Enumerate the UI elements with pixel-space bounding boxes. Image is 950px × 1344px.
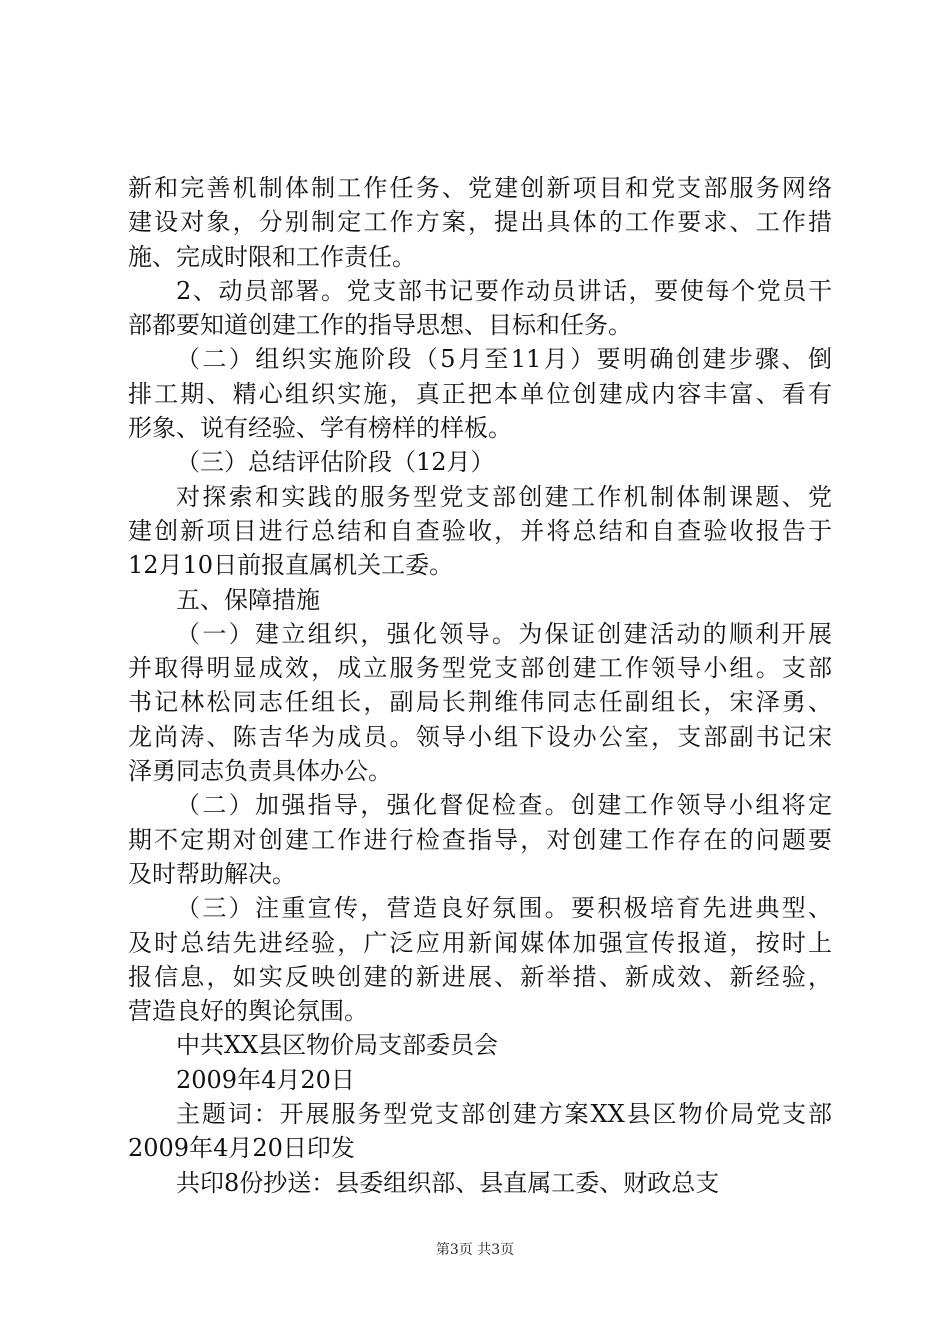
text-line: 书记林松同志任组长，副局长荆维伟同志任副组长，宋泽勇、 [128,688,832,717]
text-line: （二）组织实施阶段（5月至11月）要明确创建步骤、倒 [176,345,832,374]
text-line: 主题词：开展服务型党支部创建方案XX县区物价局党支部 [176,1100,832,1129]
text-line: 五、保障措施 [176,585,320,614]
text-line: 施、完成时限和工作责任。 [128,242,416,271]
page-footer: 第3页 共3页 [435,1242,515,1258]
text-line: （一）建立组织，强化领导。为保证创建活动的顺利开展 [176,619,832,648]
text-line: （三）注重宣传，营造良好氛围。要积极培育先进典型、 [176,894,832,923]
text-line: 新和完善机制体制工作任务、党建创新项目和党支部服务网络 [128,174,832,202]
document-body [128,171,832,1200]
text-line: 龙尚涛、陈吉华为成员。领导小组下设办公室，支部副书记宋 [128,722,832,751]
text-line: 排工期、精心组织实施，真正把本单位创建成内容丰富、看有 [128,379,832,408]
text-line: 及时帮助解决。 [128,859,296,888]
text-line: （三）总结评估阶段（12月） [176,448,495,477]
text-line: 共印8份抄送：县委组织部、县直属工委、财政总支 [176,1168,720,1197]
text-line: 2009年4月20日 [176,1065,355,1094]
text-line: 建设对象，分别制定工作方案，提出具体的工作要求、工作措 [128,208,832,237]
text-line: 2009年4月20日印发 [128,1134,355,1163]
text-line: 2、动员部署。党支部书记要作动员讲话，要使每个党员干 [176,276,832,305]
text-line: 建创新项目进行总结和自查验收，并将总结和自查验收报告于 [128,516,832,545]
text-line: 期不定期对创建工作进行检查指导，对创建工作存在的问题要 [128,825,832,854]
text-line: （二）加强指导，强化督促检查。创建工作领导小组将定 [176,791,832,820]
text-line: 部都要知道创建工作的指导思想、目标和任务。 [128,311,632,340]
text-line: 营造良好的舆论氛围。 [128,997,368,1026]
text-line: 泽勇同志负责具体办公。 [128,757,392,786]
text-line: 及时总结先进经验，广泛应用新闻媒体加强宣传报道，按时上 [128,928,832,957]
text-line: 中共XX县区物价局支部委员会 [176,1031,499,1060]
text-line: 报信息，如实反映创建的新进展、新举措、新成效、新经验， [128,962,832,991]
text-line: 形象、说有经验、学有榜样的样板。 [128,414,512,443]
text-line: 并取得明显成效，成立服务型党支部创建工作领导小组。支部 [128,654,832,683]
text-line: 对探索和实践的服务型党支部创建工作机制体制课题、党 [176,482,832,511]
text-line: 12月10日前报直属机关工委。 [128,551,454,580]
